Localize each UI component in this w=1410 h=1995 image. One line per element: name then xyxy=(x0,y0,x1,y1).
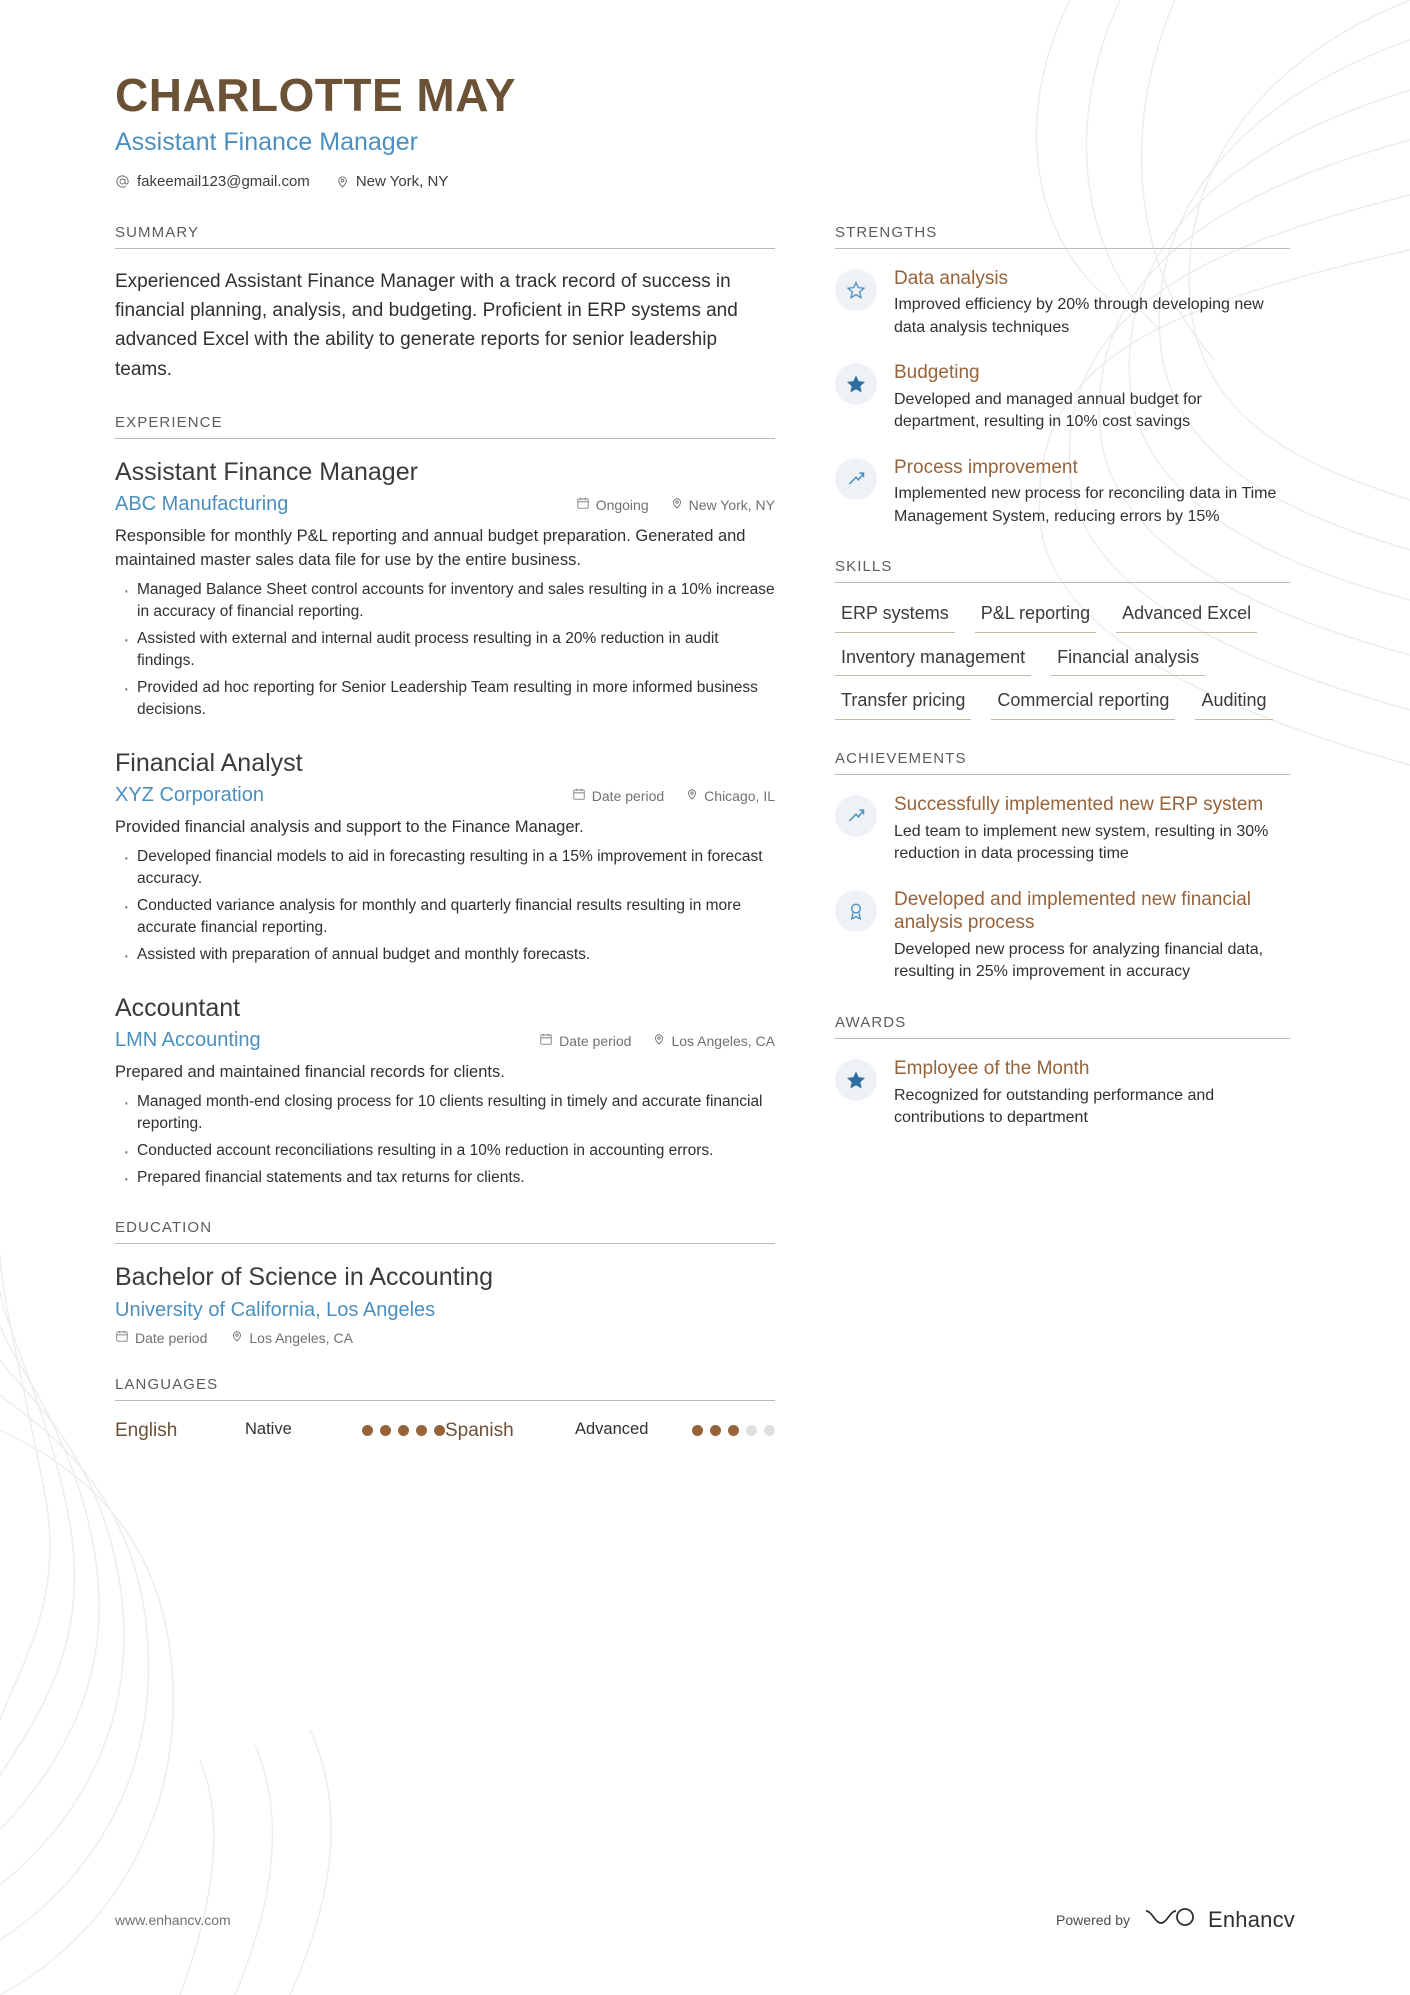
skill-chip: Advanced Excel xyxy=(1116,601,1257,633)
map-pin-icon xyxy=(686,787,698,804)
job-location-text: New York, NY xyxy=(688,496,775,513)
job-bullet: · Conducted account reconciliations resulting in a 10% reduction in accounting errors. xyxy=(115,1140,775,1162)
achievement-item xyxy=(835,793,1290,866)
summary-title: SUMMARY xyxy=(115,224,775,249)
job-location xyxy=(653,1032,775,1049)
job-date-text: Date period xyxy=(591,787,665,804)
skills-title: SKILLS xyxy=(835,558,1290,583)
experience-item xyxy=(115,993,775,1189)
experience-title: EXPERIENCE xyxy=(115,414,775,439)
map-pin-icon xyxy=(653,1032,665,1049)
strength-text: Improved efficiency by 20% through developing new data analysis techniques xyxy=(894,296,1264,336)
education-meta xyxy=(115,1329,775,1346)
job-title: Accountant xyxy=(115,994,241,1023)
skill-chip: Auditing xyxy=(1195,688,1272,720)
contact-row xyxy=(115,173,1295,190)
job-bullets xyxy=(115,846,775,966)
skill-chip: P&L reporting xyxy=(975,601,1096,633)
footer-brand xyxy=(1056,1904,1295,1935)
section-experience xyxy=(115,414,775,1189)
left-column xyxy=(115,224,775,1473)
right-column xyxy=(835,224,1290,1473)
resume-header xyxy=(115,70,1295,190)
award-text: Recognized for outstanding performance and contributions to department xyxy=(894,1086,1215,1126)
skill-chip: ERP systems xyxy=(835,601,955,633)
contact-location xyxy=(336,173,449,190)
strength-item xyxy=(835,267,1290,340)
section-summary xyxy=(115,224,775,385)
language-rating xyxy=(692,1419,775,1436)
section-strengths xyxy=(835,224,1290,529)
job-company: XYZ Corporation xyxy=(115,784,264,807)
rating-dot xyxy=(416,1425,427,1436)
job-location-text: Chicago, IL xyxy=(704,787,775,804)
job-meta xyxy=(115,1029,775,1052)
strength-heading: Data analysis xyxy=(894,267,1009,289)
skill-chip: Financial analysis xyxy=(1051,645,1205,677)
achievement-item xyxy=(835,888,1290,984)
rating-dot xyxy=(692,1425,703,1436)
job-location xyxy=(671,496,775,513)
job-bullet: · Assisted with preparation of annual budget and monthly forecasts. xyxy=(115,944,775,966)
award-heading: Employee of the Month xyxy=(894,1057,1090,1079)
job-company: ABC Manufacturing xyxy=(115,493,289,516)
section-achievements xyxy=(835,750,1290,984)
map-pin-icon xyxy=(231,1329,243,1346)
language-level: Advanced xyxy=(575,1420,649,1439)
job-meta xyxy=(115,784,775,807)
education-date xyxy=(115,1329,207,1346)
job-bullet: · Managed Balance Sheet control accounts for inventory and sales resulting in a 10% increase in accuracy of financial reporting. xyxy=(115,579,775,623)
education-location xyxy=(231,1329,353,1346)
job-bullets xyxy=(115,1091,775,1189)
rating-dot xyxy=(764,1425,775,1436)
skills-list xyxy=(835,601,1290,720)
job-bullet: · Managed month-end closing process for 10 clients resulting in timely and accurate financial reporting. xyxy=(115,1091,775,1135)
achievement-heading: Developed and implemented new financial analysis process xyxy=(894,888,1252,934)
skill-chip: Transfer pricing xyxy=(835,688,971,720)
resume-columns xyxy=(115,224,1295,1473)
candidate-name: CHARLOTTE MAY xyxy=(115,69,516,121)
award-item xyxy=(835,1057,1290,1130)
strength-heading: Process improvement xyxy=(894,456,1078,478)
strength-text: Implemented new process for reconciling data in Time Management System, reducing errors by 15% xyxy=(894,485,1277,525)
language-item xyxy=(115,1419,445,1443)
education-date-text: Date period xyxy=(135,1329,208,1346)
trending-up-icon xyxy=(835,795,877,837)
rating-dot xyxy=(398,1425,409,1436)
language-level: Native xyxy=(245,1420,292,1439)
calendar-icon xyxy=(115,1329,129,1346)
experience-item xyxy=(115,457,775,721)
email-text: fakeemail123@gmail.com xyxy=(137,172,310,190)
job-date xyxy=(572,787,664,804)
experience-item xyxy=(115,748,775,966)
section-education xyxy=(115,1219,775,1346)
job-date xyxy=(576,496,649,513)
job-description: Prepared and maintained financial records for clients. xyxy=(115,1063,505,1082)
at-icon xyxy=(115,174,130,189)
strength-item xyxy=(835,361,1290,434)
star-filled-icon xyxy=(835,1059,877,1101)
language-name: English xyxy=(115,1420,178,1442)
education-school: University of California, Los Angeles xyxy=(115,1299,436,1322)
job-date-text: Date period xyxy=(559,1032,632,1049)
job-location xyxy=(686,787,775,804)
language-item xyxy=(445,1419,775,1443)
award-ribbon-icon xyxy=(835,890,877,932)
calendar-icon xyxy=(576,496,590,513)
strength-text: Developed and managed annual budget for department, resulting in 10% cost savings xyxy=(894,390,1202,431)
calendar-icon xyxy=(572,787,586,804)
powered-by-label: Powered by xyxy=(1056,1911,1130,1928)
section-awards xyxy=(835,1014,1290,1130)
job-bullet: · Assisted with external and internal audit process resulting in a 20% reduction in audit findings. xyxy=(115,628,775,672)
job-bullet: · Provided ad hoc reporting for Senior Leadership Team resulting in more informed business decisions. xyxy=(115,677,775,721)
language-name: Spanish xyxy=(445,1420,514,1442)
job-bullet: · Conducted variance analysis for monthly and quarterly financial results resulting in more accurate financial reporting. xyxy=(115,895,775,939)
location-text: New York, NY xyxy=(355,172,449,190)
job-location-text: Los Angeles, CA xyxy=(671,1032,775,1049)
skill-chip: Inventory management xyxy=(835,645,1031,677)
rating-dot xyxy=(746,1425,757,1436)
summary-text: Experienced Assistant Finance Manager with a track record of success in financial planning, analysis, and budgeting. Proficient in ERP systems and advanced Excel with the ability to generate reports for senior leadership teams. xyxy=(115,270,738,380)
rating-dot xyxy=(434,1425,445,1436)
language-rating xyxy=(362,1419,445,1436)
job-description: Responsible for monthly P&L reporting and annual budget preparation. Generated and maintained master sales data file for use by the entire business. xyxy=(115,527,746,570)
rating-dot xyxy=(710,1425,721,1436)
strength-item xyxy=(835,456,1290,529)
star-outline-icon xyxy=(835,269,877,311)
contact-email[interactable] xyxy=(115,173,310,190)
rating-dot xyxy=(728,1425,739,1436)
page-footer xyxy=(115,1904,1295,1935)
section-skills xyxy=(835,558,1290,720)
rating-dot xyxy=(362,1425,373,1436)
achievement-heading: Successfully implemented new ERP system xyxy=(894,793,1264,815)
brand-name: Enhancv xyxy=(1207,1906,1295,1932)
job-meta xyxy=(115,493,775,516)
job-date-text: Ongoing xyxy=(595,496,649,513)
languages-list xyxy=(115,1419,775,1443)
star-filled-icon xyxy=(835,363,877,405)
enhancv-logo-icon xyxy=(1142,1904,1196,1935)
section-languages xyxy=(115,1376,775,1443)
education-location-text: Los Angeles, CA xyxy=(249,1329,353,1346)
map-pin-icon xyxy=(671,496,683,513)
job-bullet: · Prepared financial statements and tax returns for clients. xyxy=(115,1167,775,1189)
education-title: EDUCATION xyxy=(115,1219,775,1244)
achievements-title: ACHIEVEMENTS xyxy=(835,750,1290,775)
strength-heading: Budgeting xyxy=(894,362,980,384)
rating-dot xyxy=(380,1425,391,1436)
job-title: Financial Analyst xyxy=(115,749,303,778)
achievement-text: Developed new process for analyzing financial data, resulting in 25% improvement in accuracy xyxy=(894,941,1264,981)
achievement-text: Led team to implement new system, resulting in 30% reduction in data processing time xyxy=(894,822,1269,863)
job-bullet: · Developed financial models to aid in forecasting resulting in a 15% improvement in forecast accuracy. xyxy=(115,846,775,890)
trending-up-icon xyxy=(835,458,877,500)
skill-chip: Commercial reporting xyxy=(991,688,1175,720)
strengths-title: STRENGTHS xyxy=(835,224,1290,249)
job-description: Provided financial analysis and support to the Finance Manager. xyxy=(115,818,584,837)
job-title: Assistant Finance Manager xyxy=(115,458,418,487)
job-company: LMN Accounting xyxy=(115,1029,261,1052)
education-degree: Bachelor of Science in Accounting xyxy=(115,1263,494,1292)
calendar-icon xyxy=(539,1032,553,1049)
job-bullets xyxy=(115,579,775,721)
job-date xyxy=(539,1032,631,1049)
footer-url[interactable]: www.enhancv.com xyxy=(115,1911,231,1928)
candidate-role: Assistant Finance Manager xyxy=(115,127,418,156)
map-pin-icon xyxy=(336,174,349,189)
languages-title: LANGUAGES xyxy=(115,1376,775,1401)
awards-title: AWARDS xyxy=(835,1014,1290,1039)
